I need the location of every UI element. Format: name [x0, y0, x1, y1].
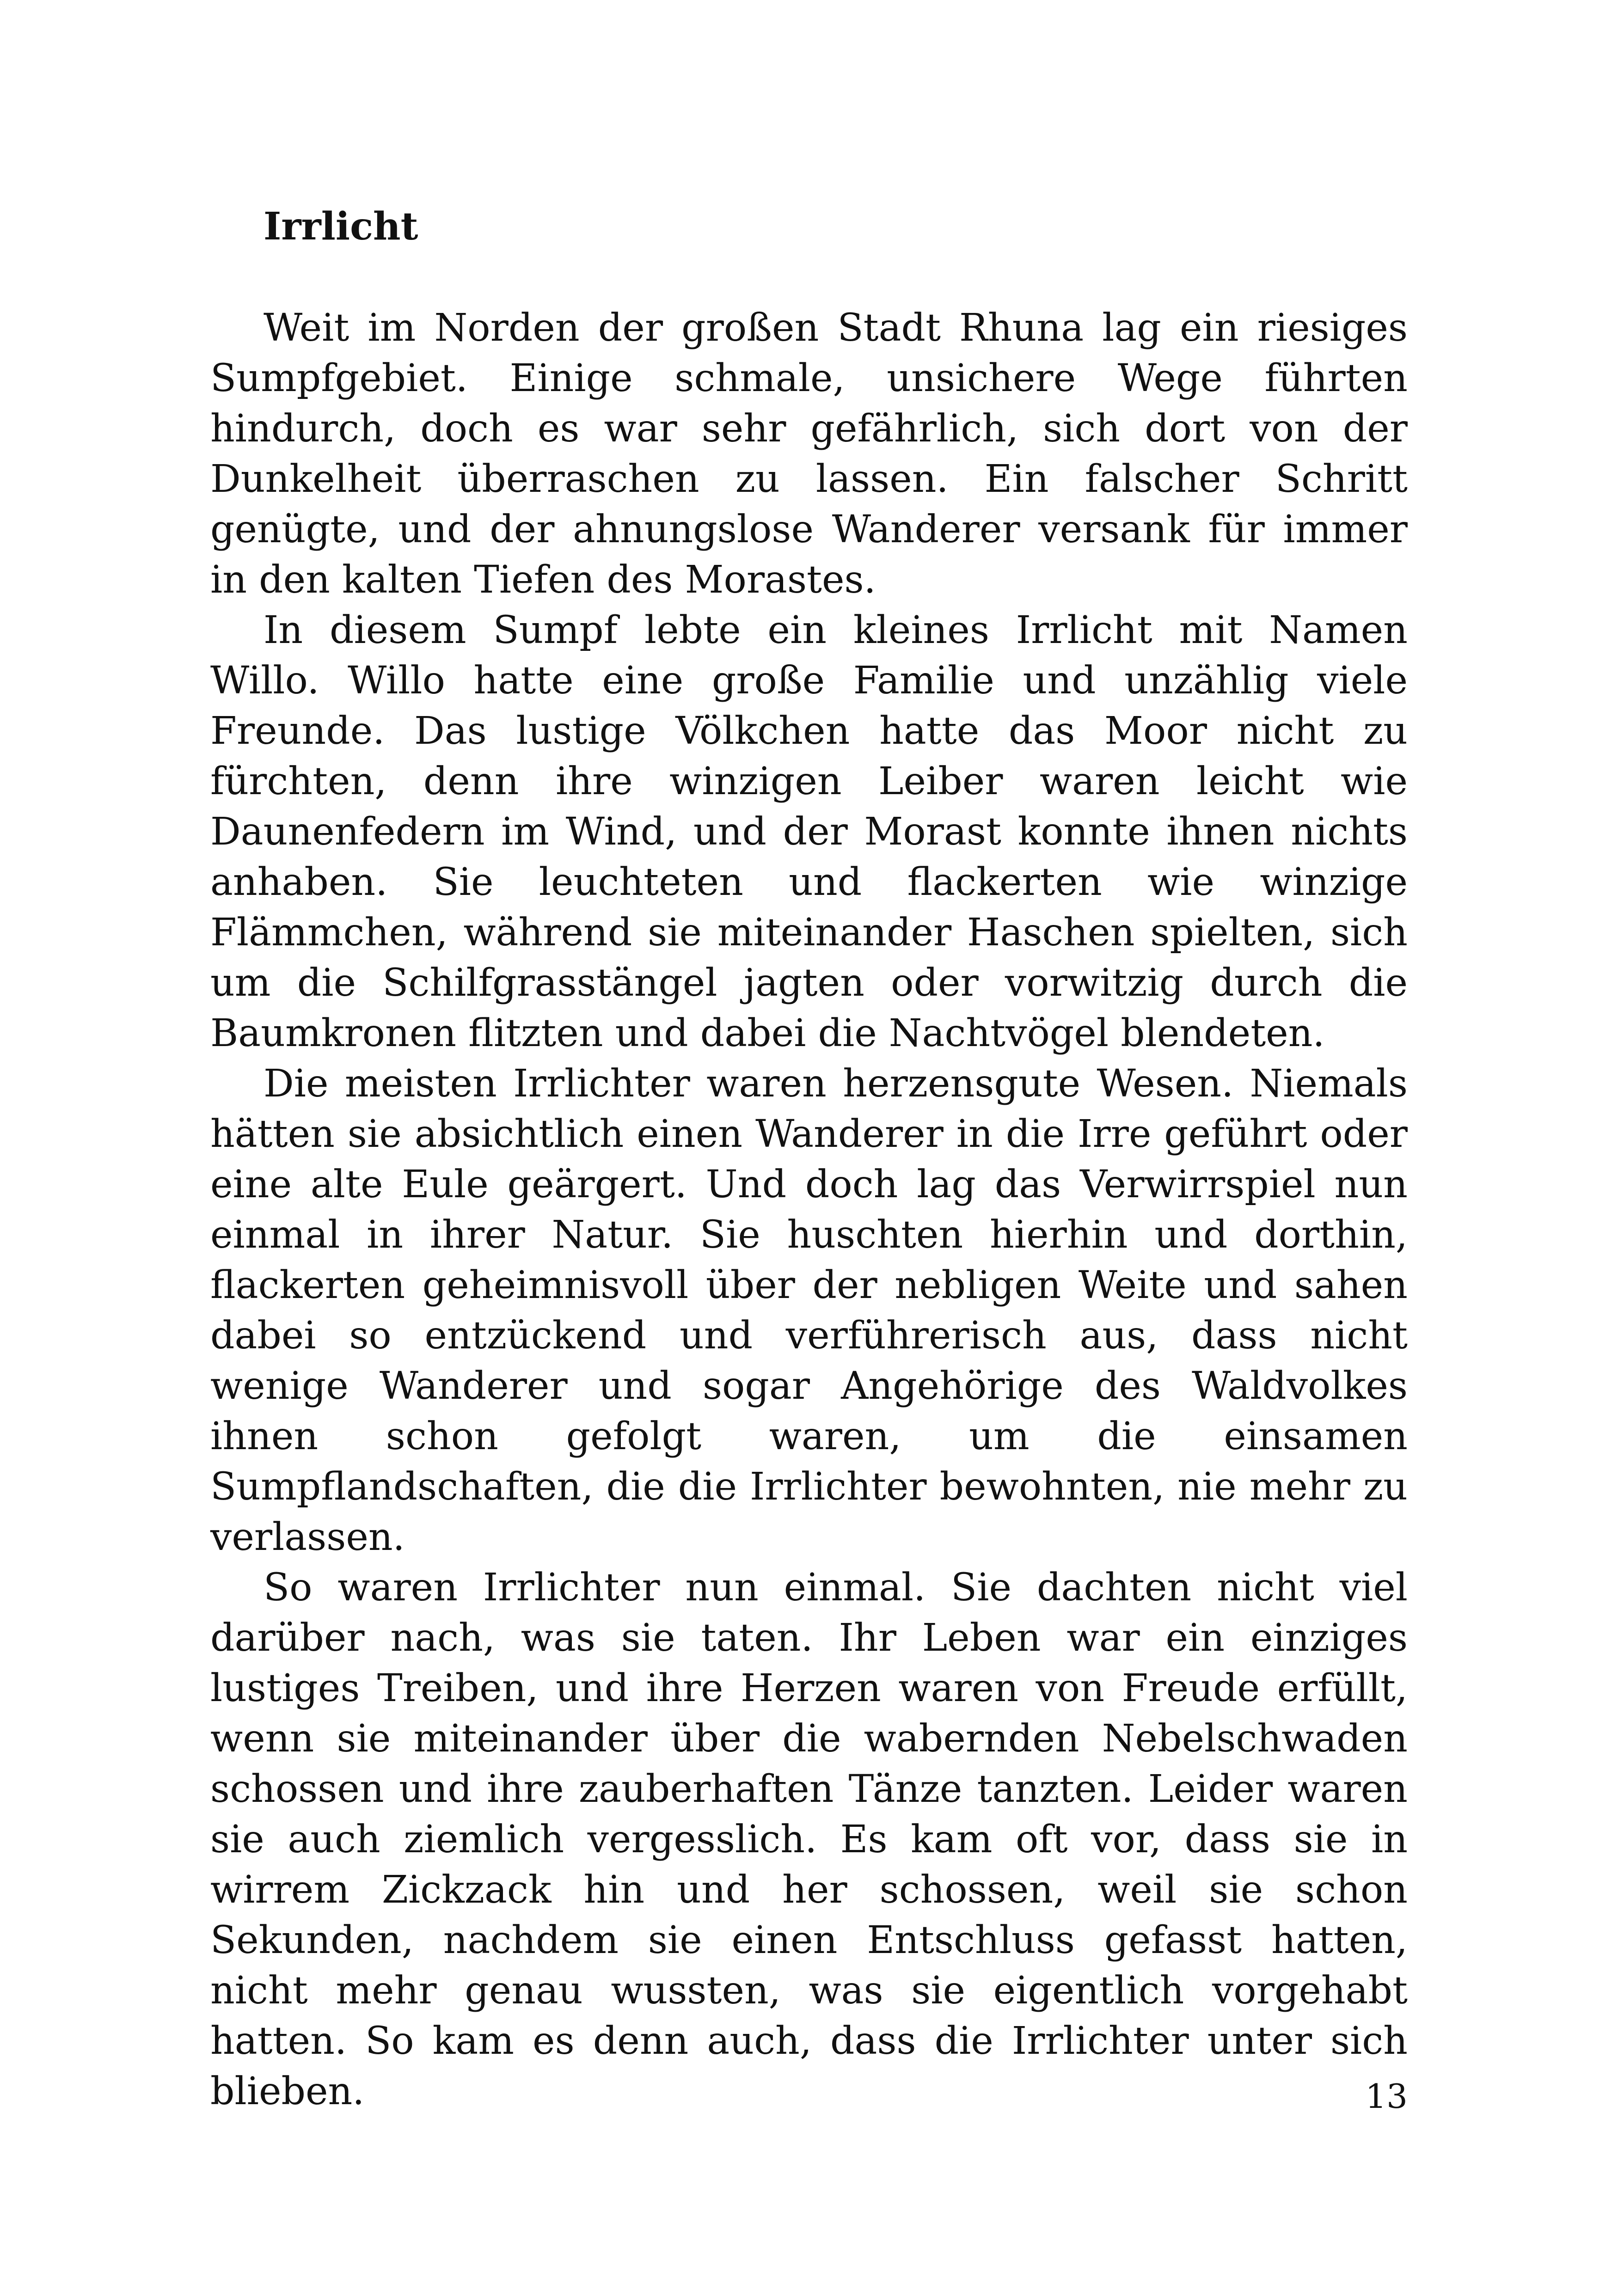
paragraph: In diesem Sumpf lebte ein kleines Irrlicht mit Namen Willo. Willo hatte eine große Familie und unzählig viele Freunde. Das lustige Völkchen hatte das Moor nicht zu fürchten, denn ihre winzigen Leiber waren leicht wie Daunenfedern im Wind, und der Morast konnte ihnen nichts anhaben. Sie leuchteten und flackerten wie winzige Flämmchen, während sie miteinander Haschen spielten, sich um die Schilfgrasstängel jagten oder vorwitzig durch die Baumkronen flitzten und dabei die Nachtvögel blendeten.: [210, 608, 1408, 1055]
paragraph: So waren Irrlichter nun einmal. Sie dachten nicht viel darüber nach, was sie taten. Ihr Leben war ein einziges lustiges Treiben, und ihre Herzen waren von Freude erfüllt, wenn sie miteinander über die wabernden Nebelschwaden schossen und ihre zauberhaften Tänze tanzten. Leider waren sie auch ziemlich vergesslich. Es kam oft vor, dass sie in wirrem Zickzack hin und her schossen, weil sie schon Sekunden, nachdem sie einen Entschluss gefasst hatten, nicht mehr genau wussten, was sie eigentlich vorgehabt hatten. So kam es denn auch, dass die Irrlichter unter sich blieben.: [210, 1566, 1408, 2113]
body-text: [210, 303, 1408, 2117]
chapter-title: Irrlicht: [264, 204, 418, 249]
paragraph: Die meisten Irrlichter waren herzensgute Wesen. Niemals hätten sie absichtlich einen Wanderer in die Irre geführt oder eine alte Eule geärgert. Und doch lag das Verwirrspiel nun einmal in ihrer Natur. Sie huschten hierhin und dorthin, flackerten geheimnisvoll über der nebligen Weite und sahen dabei so entzückend und verführerisch aus, dass nicht wenige Wanderer und sogar Angehörige des Waldvolkes ihnen schon gefolgt waren, um die einsamen Sumpflandschaften, die die Irrlichter bewohnten, nie mehr zu verlassen.: [210, 1062, 1408, 1559]
page-number: 13: [1365, 2077, 1408, 2116]
paragraph: Weit im Norden der großen Stadt Rhuna lag ein riesiges Sumpfgebiet. Einige schmale, unsichere Wege führten hindurch, doch es war sehr gefährlich, sich dort von der Dunkelheit überraschen zu lassen. Ein falscher Schritt genügte, und der ahnungslose Wanderer versank für immer in den kalten Tiefen des Morastes.: [210, 306, 1408, 602]
